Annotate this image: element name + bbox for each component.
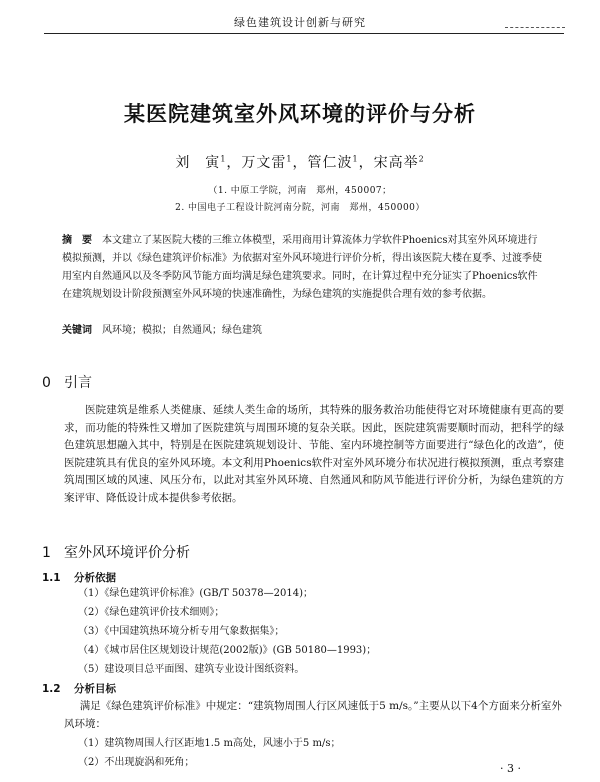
running-header: 绿色建筑设计创新与研究 bbox=[234, 16, 366, 29]
keywords-text: 风环境；模拟；自然通风；绿色建筑 bbox=[102, 325, 262, 336]
page-number: · 3 · bbox=[500, 762, 521, 775]
list-item: （2）《绿色建筑评价技术细则》； bbox=[78, 607, 225, 618]
subsection-number: 1.1 bbox=[42, 572, 61, 584]
section-title: 引言 bbox=[64, 375, 92, 391]
keywords-label: 关键词 bbox=[62, 325, 92, 336]
basis-list bbox=[78, 584, 568, 679]
author-name: 刘 寅 bbox=[175, 155, 221, 171]
list-item: （4）《城市居住区规划设计规范(2002版)》(GB 50180—1993)； bbox=[78, 645, 377, 656]
goal-paragraph: 满足《绿色建筑评价标准》中规定：“建筑物周围人行区风速低于5 m/s。”主要从以下4个方面来分析室外风环境： bbox=[64, 700, 562, 730]
intro-paragraph: 医院建筑是维系人类健康、延续人类生命的场所，其特殊的服务救治功能使得它对环境健康有更高的要求，而功能的特殊性又增加了医院建筑与周围环境的复杂关联。因此，医院建筑需要顺时而动，把科学的绿色建筑思想融入其中，特别是在医院建筑规划设计、节能、室内环境控制等方面要进行“绿色化的改造”，使医院建筑具有优良的室外风环境。本文利用Phoenics软件对室外风环境分布状况进行模拟预测，重点考察建筑周围区域的风速、风压分布，以此对其室外风环境、自然通风和防风节能进行评价分析，为绿色建筑的方案评审、降低设计成本提供参考依据。 bbox=[64, 404, 564, 504]
header-rule bbox=[44, 33, 564, 34]
author-name: 管仁波 bbox=[307, 155, 353, 171]
subsection-heading-1-1 bbox=[42, 570, 116, 585]
section-number: 0 bbox=[42, 375, 51, 391]
list-item: （2）不出现旋涡和死角； bbox=[78, 757, 195, 768]
abstract bbox=[62, 232, 544, 304]
list-item: （5）建设项目总平面图、建筑专业设计图纸资料。 bbox=[78, 664, 305, 675]
subsection-title: 分析依据 bbox=[74, 572, 116, 584]
section-number: 1 bbox=[42, 545, 51, 561]
list-item: （1）《绿色建筑评价标准》(GB/T 50378—2014)； bbox=[78, 588, 313, 599]
affiliation-2: 2. 中国电子工程设计院河南分院，河南 郑州，450000） bbox=[175, 203, 425, 213]
goal-list bbox=[78, 734, 568, 772]
affiliation-1: （1. 中原工学院，河南 郑州，450007； bbox=[208, 186, 392, 196]
section-title: 室外风环境评价分析 bbox=[64, 545, 190, 561]
section-heading-1 bbox=[42, 542, 190, 562]
paper-title: 某医院建筑室外风环境的评价与分析 bbox=[124, 101, 476, 126]
author-name: 万文雷 bbox=[241, 155, 287, 171]
author-sup: 1 bbox=[286, 154, 293, 164]
subsection-title: 分析目标 bbox=[74, 683, 116, 695]
subsection-heading-1-2 bbox=[42, 681, 116, 696]
abstract-label: 摘 要 bbox=[62, 235, 92, 246]
list-item: （1）建筑物周围人行区距地1.5 m高处，风速小于5 m/s； bbox=[78, 738, 341, 749]
author-sup: 1 bbox=[220, 154, 227, 164]
author-name: 宋高举 bbox=[373, 155, 419, 171]
subsection-number: 1.2 bbox=[42, 683, 61, 695]
author-sup: 2 bbox=[418, 154, 425, 164]
author-line: 刘 寅$^1$，万文雷$^1$，管仁波$^1$，宋高举$^2$ bbox=[175, 154, 425, 171]
header-dash-line bbox=[505, 27, 565, 28]
author-sup: 1 bbox=[352, 154, 359, 164]
abstract-text: 本文建立了某医院大楼的三维立体模型，采用商用计算流体力学软件Phoenics对其室外风环境进行模拟预测，并以《绿色建筑评价标准》为依据对室外风环境进行评价分析，得出该医院大楼在夏季、过渡季使用室内自然通风以及冬季防风节能方面均满足绿色建筑要求。同时，在计算过程中充分证实了Phoenics软件在建筑规划设计阶段预测室外风环境的快速准确性，为绿色建筑的实施提供合理有效的参考依据。 bbox=[62, 235, 542, 300]
list-item: （3）《中国建筑热环境分析专用气象数据集》； bbox=[78, 626, 285, 637]
section-heading-0 bbox=[42, 372, 92, 392]
keywords bbox=[62, 322, 544, 340]
